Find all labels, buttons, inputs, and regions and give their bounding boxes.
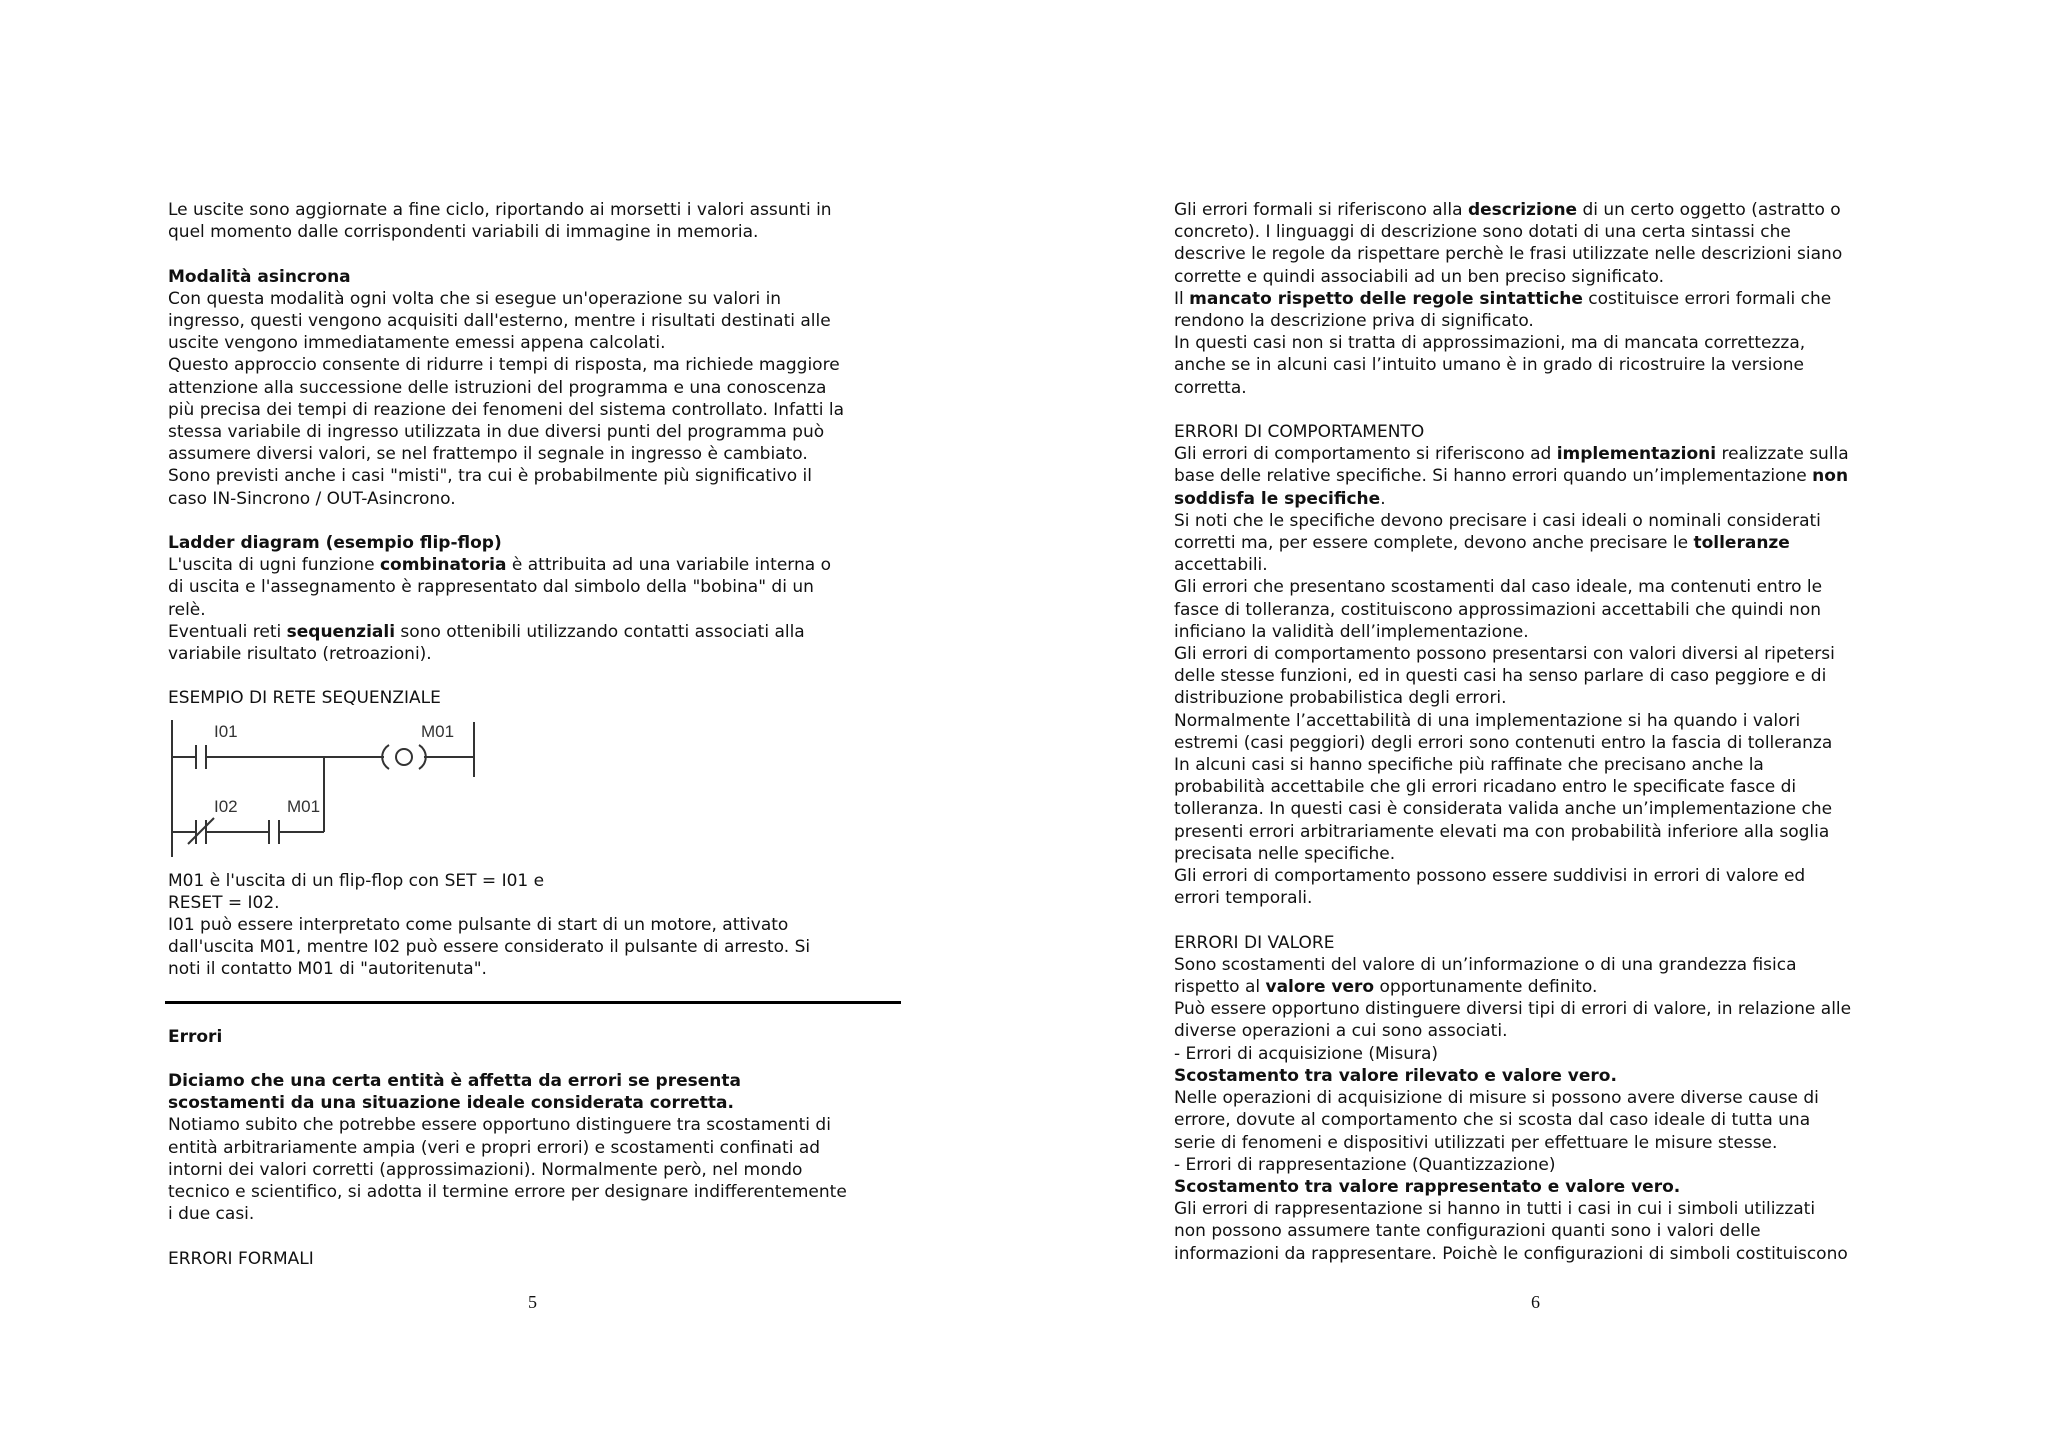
text-line: concreto). I linguaggi di descrizione sono dotati di una certa sintassi che — [1174, 222, 1791, 243]
text-line: variabile risultato (retroazioni). — [168, 644, 432, 665]
text-line: tecnico e scientifico, si adotta il termine errore per designare indifferentemente — [168, 1182, 847, 1203]
text-line: accettabili. — [1174, 555, 1268, 576]
text-line: Nelle operazioni di acquisizione di misure si possono avere diverse cause di — [1174, 1088, 1819, 1109]
text-line: Eventuali reti sequenziali sono ottenibili utilizzando contatti associati alla — [168, 621, 805, 642]
text-line: corretta. — [1174, 377, 1247, 398]
text-line: precisata nelle specifiche. — [1174, 843, 1396, 864]
text-line: inficiano la validità dell’implementazione. — [1174, 621, 1529, 642]
text-line: relè. — [168, 599, 206, 620]
text-line: i due casi. — [168, 1204, 255, 1225]
bold-statement: Scostamento tra valore rilevato e valore vero. — [1174, 1065, 1617, 1086]
text-line: base delle relative specifiche. Si hanno errori quando un’implementazione non — [1174, 466, 1849, 487]
label-i01: I01 — [214, 721, 238, 741]
heading-errori: Errori — [168, 1026, 223, 1047]
text-line: dall'uscita M01, mentre I02 può essere considerato il pulsante di arresto. Si — [168, 937, 811, 958]
text-line: Gli errori di rappresentazione si hanno in tutti i casi in cui i simboli utilizzati — [1174, 1199, 1816, 1220]
text-line: noti il contatto M01 di "autoritenuta". — [168, 959, 487, 980]
text-line: probabilità accettabile che gli errori ricadano entro le specificate fasce di — [1174, 777, 1797, 798]
label-m01-coil: M01 — [421, 721, 455, 741]
text-line: Le uscite sono aggiornate a fine ciclo, riportando ai morsetti i valori assunti in — [168, 200, 832, 220]
text-line: I01 può essere interpretato come pulsante di start di un motore, attivato — [168, 915, 789, 936]
text-line: Il mancato rispetto delle regole sintattiche costituisce errori formali che — [1174, 288, 1832, 309]
bold-statement: Diciamo che una certa entità è affetta da errori se presenta — [168, 1071, 741, 1092]
text-line: Notiamo subito che potrebbe essere opportuno distinguere tra scostamenti di — [168, 1115, 831, 1136]
text-line: - Errori di acquisizione (Misura) — [1174, 1043, 1439, 1064]
text-line: corretti ma, per essere complete, devono anche precisare le tolleranze — [1174, 533, 1790, 554]
text-line: Gli errori formali si riferiscono alla descrizione di un certo oggetto (astratto o — [1174, 200, 1841, 220]
text-line: M01 è l'uscita di un flip-flop con SET = I01 e — [168, 870, 545, 891]
text-line: descrive le regole da rispettare perchè le frasi utilizzate nelle descrizioni siano — [1174, 244, 1843, 265]
text-line: ingresso, questi vengono acquisiti dall'esterno, mentre i risultati destinati alle — [168, 311, 831, 331]
text-line: corrette e quindi associabili ad un ben preciso significato. — [1174, 266, 1665, 287]
label-m01-contact: M01 — [287, 796, 321, 816]
text-line: Gli errori che presentano scostamenti dal caso ideale, ma contenuti entro le — [1174, 577, 1823, 598]
text-line: L'uscita di ugni funzione combinatoria è attribuita ad una variabile interna o — [168, 555, 831, 576]
text-line: intorni dei valori corretti (approssimazioni). Normalmente però, nel mondo — [168, 1159, 803, 1180]
text-line: Gli errori di comportamento si riferiscono ad implementazioni realizzate sulla — [1174, 444, 1849, 465]
text-line: Gli errori di comportamento possono essere suddivisi in errori di valore ed — [1174, 866, 1806, 887]
text-line: anche se in alcuni casi l’intuito umano è in grado di ricostruire la versione — [1174, 355, 1804, 376]
text-line: Con questa modalità ogni volta che si esegue un'operazione su valori in — [168, 288, 782, 309]
section-divider — [165, 1001, 901, 1004]
text-line: non possono assumere tante configurazioni quanti sono i valori delle — [1174, 1221, 1761, 1242]
text-line: assumere diversi valori, se nel frattempo il segnale in ingresso è cambiato. — [168, 444, 808, 465]
text-line: estremi (casi peggiori) degli errori sono contenuti entro la fascia di tolleranza — [1174, 732, 1833, 753]
text-line: più precisa dei tempi di reazione dei fenomeni del sistema controllato. Infatti la — [168, 399, 845, 420]
text-line: In questi casi non si tratta di approssimazioni, ma di mancata correttezza, — [1174, 333, 1806, 354]
text-line: presenti errori arbitrariamente elevati ma con probabilità inferiore alla soglia — [1174, 821, 1830, 842]
heading-errori-comportamento: ERRORI DI COMPORTAMENTO — [1174, 422, 1425, 443]
text-line: caso IN-Sincrono / OUT-Asincrono. — [168, 488, 456, 509]
heading-modalita-asincrona: Modalità asincrona — [168, 266, 351, 287]
text-line: attenzione alla successione delle istruzioni del programma e una conoscenza — [168, 377, 827, 398]
text-line: Gli errori di comportamento possono presentarsi con valori diversi al ripetersi — [1174, 644, 1835, 665]
text-line: Sono scostamenti del valore di un’informazione o di una grandezza fisica — [1174, 954, 1797, 975]
heading-errori-formali: ERRORI FORMALI — [168, 1248, 314, 1269]
text-line: Sono previsti anche i casi "misti", tra cui è probabilmente più significativo il — [168, 466, 812, 487]
ladder-diagram — [164, 712, 484, 862]
text-line: rispetto al valore vero opportunamente definito. — [1174, 977, 1598, 998]
text-line: tolleranza. In questi casi è considerata valida anche un’implementazione che — [1174, 799, 1833, 820]
text-line: fasce di tolleranza, costituiscono approssimazioni accettabili che quindi non — [1174, 599, 1822, 620]
text-line: rendono la descrizione priva di significato. — [1174, 311, 1534, 332]
heading-errori-valore: ERRORI DI VALORE — [1174, 932, 1335, 953]
bold-statement: scostamenti da una situazione ideale considerata corretta. — [168, 1093, 734, 1114]
heading-esempio-rete: ESEMPIO DI RETE SEQUENZIALE — [168, 688, 441, 709]
right-page — [1174, 199, 1914, 1265]
text-line: stessa variabile di ingresso utilizzata in due diversi punti del programma può — [168, 422, 825, 443]
text-line: errore, dovute al comportamento che si scosta dal caso ideale di tutta una — [1174, 1110, 1811, 1131]
heading-ladder-diagram: Ladder diagram (esempio flip-flop) — [168, 533, 502, 554]
text-line: - Errori di rappresentazione (Quantizzazione) — [1174, 1154, 1556, 1175]
text-line: entità arbitrariamente ampia (veri e propri errori) e scostamenti confinati ad — [168, 1137, 821, 1158]
text-line: soddisfa le specifiche. — [1174, 488, 1386, 509]
text-line: Questo approccio consente di ridurre i tempi di risposta, ma richiede maggiore — [168, 355, 840, 376]
text-line: quel momento dalle corrispondenti variabili di immagine in memoria. — [168, 222, 759, 243]
page-number-left: 5 — [528, 1292, 537, 1312]
text-line: di uscita e l'assegnamento è rappresentato dal simbolo della "bobina" di un — [168, 577, 814, 598]
text-line: diverse operazioni a cui sono associati. — [1174, 1021, 1508, 1042]
text-line: Si noti che le specifiche devono precisare i casi ideali o nominali considerati — [1174, 510, 1821, 531]
text-line: serie di fenomeni e dispositivi utilizzati per effettuare le misure stesse. — [1174, 1132, 1778, 1153]
text-line: distribuzione probabilistica degli errori. — [1174, 688, 1507, 709]
text-line: Può essere opportuno distinguere diversi tipi di errori di valore, in relazione alle — [1174, 999, 1852, 1020]
text-line: delle stesse funzioni, ed in questi casi ha senso parlare di caso peggiore e di — [1174, 666, 1827, 687]
text-line: In alcuni casi si hanno specifiche più raffinate che precisano anche la — [1174, 755, 1764, 776]
left-page — [168, 199, 910, 1270]
text-line: informazioni da rappresentare. Poichè le configurazioni di simboli costituiscono — [1174, 1243, 1848, 1264]
text-line: uscite vengono immediatamente emessi appena calcolati. — [168, 333, 666, 354]
label-i02: I02 — [214, 796, 238, 816]
text-line: Normalmente l’accettabilità di una implementazione si ha quando i valori — [1174, 710, 1801, 731]
text-line: errori temporali. — [1174, 888, 1313, 909]
text-line: RESET = I02. — [168, 892, 280, 913]
bold-statement: Scostamento tra valore rappresentato e valore vero. — [1174, 1176, 1681, 1197]
page-number-right: 6 — [1531, 1292, 1540, 1312]
